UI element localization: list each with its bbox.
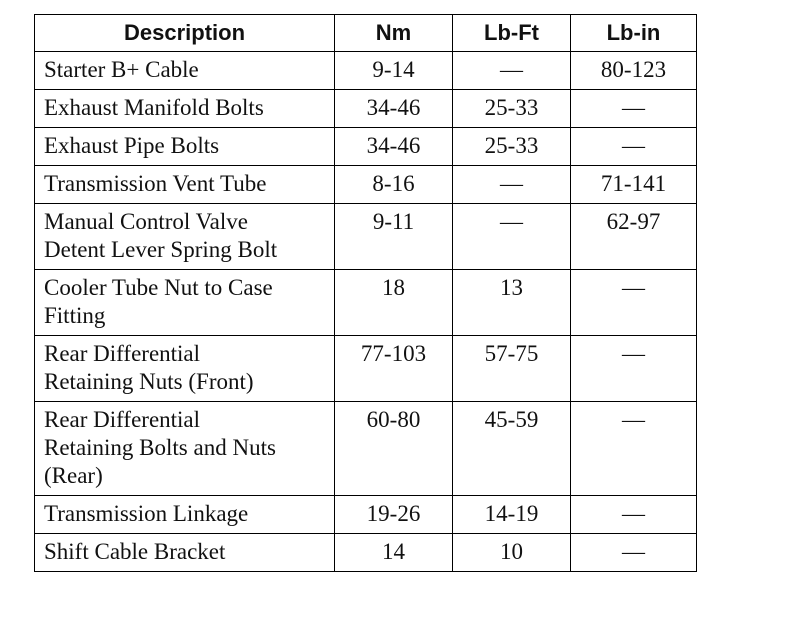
cell-description [35, 496, 335, 534]
cell-nm: 77-103 [335, 336, 453, 402]
cell-lb-in: 71-141 [571, 166, 697, 204]
cell-nm: 19-26 [335, 496, 453, 534]
header-nm: Nm [335, 15, 453, 52]
cell-description [35, 128, 335, 166]
description-line: (Rear) [44, 463, 103, 488]
cell-lb-in: — [571, 336, 697, 402]
cell-lb-ft: 45-59 [453, 402, 571, 496]
cell-lb-ft: — [453, 52, 571, 90]
cell-lb-ft: — [453, 204, 571, 270]
table-row [35, 534, 697, 572]
description-line: Rear Differential [44, 407, 201, 432]
cell-nm: 34-46 [335, 90, 453, 128]
cell-nm: 60-80 [335, 402, 453, 496]
cell-nm: 8-16 [335, 166, 453, 204]
cell-lb-ft: 14-19 [453, 496, 571, 534]
cell-description [35, 52, 335, 90]
description-line: Fitting [44, 303, 106, 328]
cell-description [35, 204, 335, 270]
description-line: Rear Differential [44, 341, 201, 366]
header-row [35, 15, 697, 52]
cell-description [35, 534, 335, 572]
table-row [35, 204, 697, 270]
cell-lb-in: — [571, 270, 697, 336]
cell-lb-in: — [571, 128, 697, 166]
table-row [35, 52, 697, 90]
cell-nm: 9-14 [335, 52, 453, 90]
table-row [35, 402, 697, 496]
table-row [35, 166, 697, 204]
cell-description [35, 270, 335, 336]
cell-lb-in: — [571, 496, 697, 534]
description-line: Transmission Linkage [44, 501, 249, 526]
table-row [35, 496, 697, 534]
cell-lb-ft: — [453, 166, 571, 204]
cell-description [35, 402, 335, 496]
table-row [35, 336, 697, 402]
cell-nm: 18 [335, 270, 453, 336]
table-row [35, 90, 697, 128]
header-lb-ft: Lb-Ft [453, 15, 571, 52]
description-line: Cooler Tube Nut to Case [44, 275, 273, 300]
description-line: Transmission Vent Tube [44, 171, 267, 196]
cell-description [35, 336, 335, 402]
cell-lb-in: — [571, 90, 697, 128]
description-line: Detent Lever Spring Bolt [44, 237, 278, 262]
cell-lb-in: — [571, 402, 697, 496]
cell-nm: 34-46 [335, 128, 453, 166]
cell-lb-in: 80-123 [571, 52, 697, 90]
table-row [35, 128, 697, 166]
cell-description [35, 90, 335, 128]
header-lb-in: Lb-in [571, 15, 697, 52]
description-line: Starter B+ Cable [44, 57, 199, 82]
cell-lb-ft: 57-75 [453, 336, 571, 402]
cell-description [35, 166, 335, 204]
table-body [35, 52, 697, 572]
cell-lb-ft: 25-33 [453, 90, 571, 128]
header-description: Description [35, 15, 335, 52]
cell-lb-ft: 13 [453, 270, 571, 336]
description-line: Exhaust Manifold Bolts [44, 95, 264, 120]
cell-lb-ft: 10 [453, 534, 571, 572]
table-row [35, 270, 697, 336]
cell-lb-in: — [571, 534, 697, 572]
cell-lb-ft: 25-33 [453, 128, 571, 166]
description-line: Exhaust Pipe Bolts [44, 133, 220, 158]
description-line: Retaining Bolts and Nuts [44, 435, 276, 460]
table-header [35, 15, 697, 52]
description-line: Retaining Nuts (Front) [44, 369, 254, 394]
cell-nm: 14 [335, 534, 453, 572]
cell-lb-in: 62-97 [571, 204, 697, 270]
cell-nm: 9-11 [335, 204, 453, 270]
description-line: Shift Cable Bracket [44, 539, 226, 564]
torque-spec-table [34, 14, 697, 572]
description-line: Manual Control Valve [44, 209, 248, 234]
